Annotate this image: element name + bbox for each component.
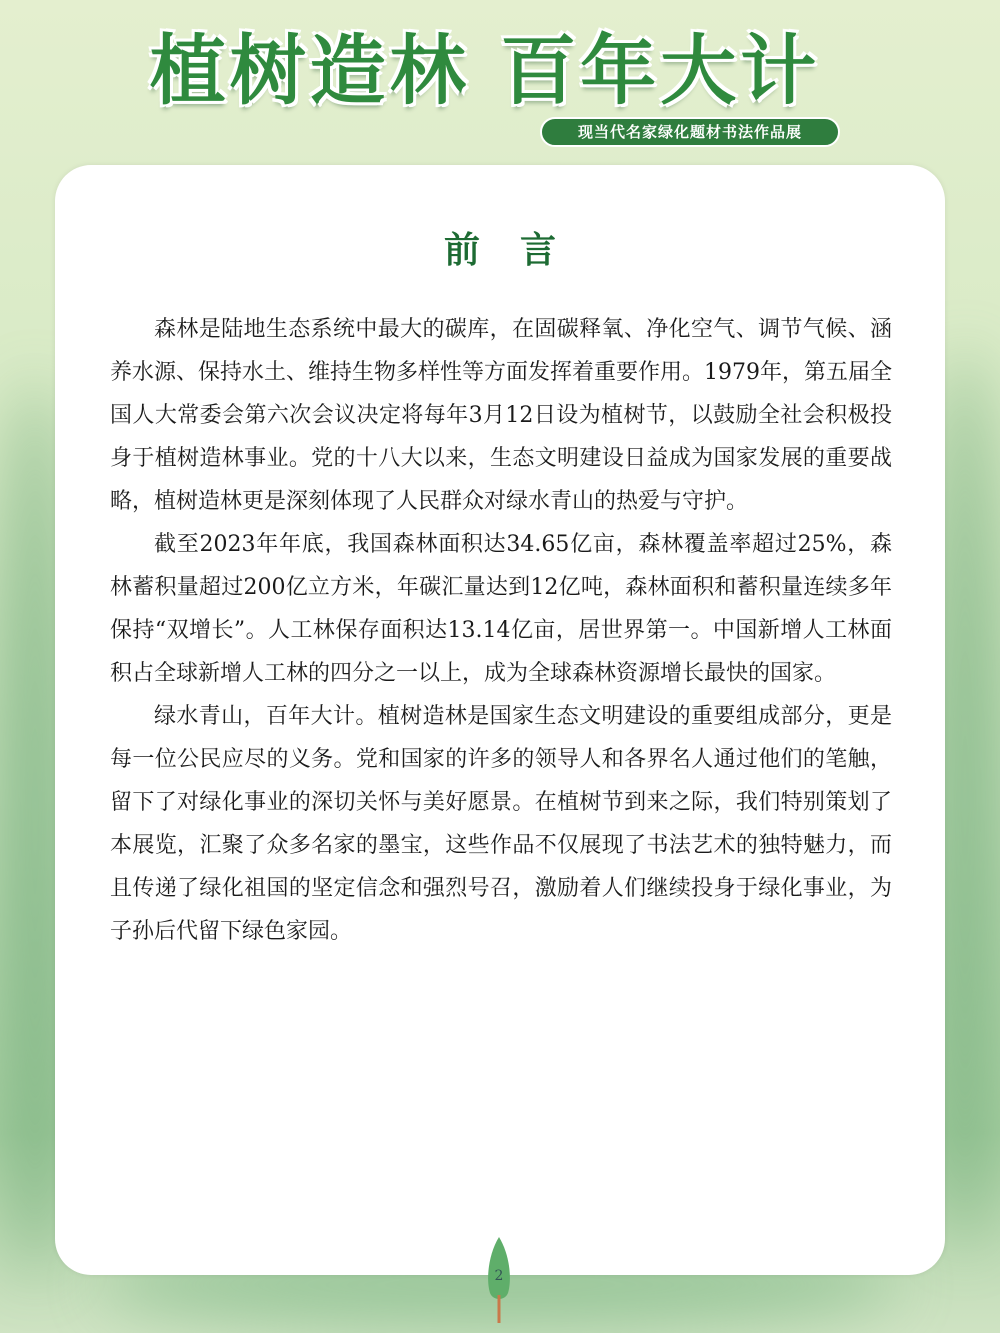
page-title: 前言 [443, 229, 596, 271]
exhibition-subtitle-badge: 现当代名家绿化题材书法作品展 [540, 117, 840, 147]
paragraph: 截至2023年年底，我国森林面积达34.65亿亩，森林覆盖率超过25%，森林蓄积量超过200亿立方米，年碳汇量达到12亿吨，森林面积和蓄积量连续多年保持“双增长”。人工林保存面积达13.14亿亩，居世界第一。中国新增人工林面积占全球新增人工林的四分之一以上，成为全球森林资源增长最快的国家。 [110, 532, 892, 686]
page-number: 2 [494, 1268, 504, 1284]
exhibition-title: 植树造林 百年大计 [149, 26, 821, 115]
paragraph: 森林是陆地生态系统中最大的碳库，在固碳释氧、净化空气、调节气候、涵养水源、保持水土、维持生物多样性等方面发挥着重要作用。1979年，第五届全国人大常委会第六次会议决定将每年3月12日设为植树节，以鼓励全社会积极投身于植树造林事业。党的十八大以来，生态文明建设日益成为国家发展的重要战略，植树造林更是深刻体现了人民群众对绿水青山的热爱与守护。 [110, 317, 892, 514]
preface-body [110, 308, 892, 953]
paragraph: 绿水青山，百年大计。植树造林是国家生态文明建设的重要组成部分，更是每一位公民应尽的义务。党和国家的许多的领导人和各界名人通过他们的笔触，留下了对绿化事业的深切关怀与美好愿景。在植树节到来之际，我们特别策划了本展览，汇聚了众多名家的墨宝，这些作品不仅展现了书法艺术的独特魅力，而且传递了绿化祖国的坚定信念和强烈号召，激励着人们继续投身于绿化事业，为子孙后代留下绿色家园。 [110, 704, 892, 944]
